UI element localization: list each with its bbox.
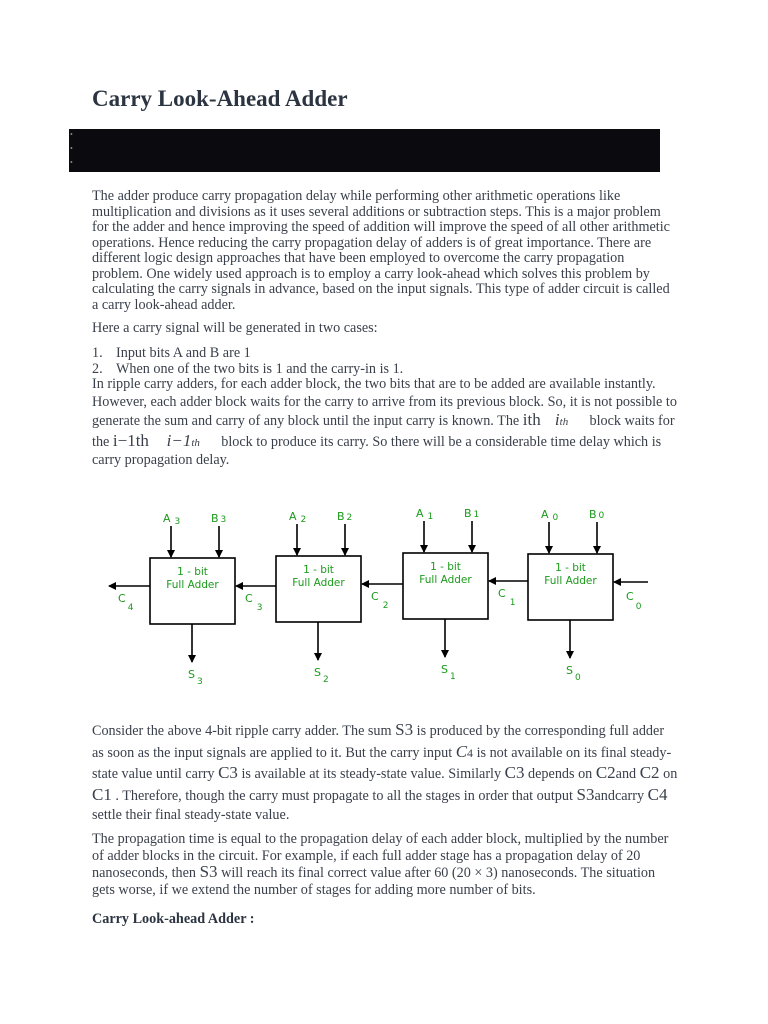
math-sub: 4 [467,745,474,760]
list-item [92,346,682,362]
ripple-paragraph [92,376,678,470]
input-b-label: B 0 [589,508,605,521]
block-label-line2: Full Adder [292,577,345,589]
ripple-carry-adder-diagram [100,500,660,690]
text-run: In ripple carry adders, for each adder block, the two bits that are to be added are available instantly. However, each adder block waits for the carry to arrive from its previous block. So, it is not possible to generate the sum and carry of any block until the input carry is known. The [92,376,677,429]
list-number: 1. [92,345,103,361]
math-c2: C2 [639,763,660,782]
banner-bullet: • [70,130,73,139]
banner-bullet: • [70,144,73,153]
block-label-line2: Full Adder [419,574,472,586]
block-label-line2: Full Adder [166,579,219,591]
math-c: C [455,741,468,761]
text-run: Consider the above 4-bit ripple carry adder. The sum [92,723,396,739]
sum-label: $S_2$ [314,666,329,685]
banner-bullet: • [70,158,73,167]
sum-label: $S_3$ [188,668,203,687]
block-label-line2: Full Adder [544,575,597,587]
text-run: and [615,766,640,782]
intro-paragraph [92,189,678,313]
math-italic: i−1 [166,430,192,450]
sum-label: $S_0$ [566,664,581,683]
cases-intro-text: Here a carry signal will be generated in two cases: [92,320,378,336]
text-run: The propagation time is equal to the propagation delay of each adder block, multiplied by the number of adder blocks in the circuit. For example, if each full adder stage has a propagation delay of 20 nanoseconds, then [92,831,669,881]
subheading: Carry Look-ahead Adder : [92,911,255,927]
carry-label: $C_3$ [245,592,263,613]
input-b-label: B 3 [211,512,227,525]
math-s3: S3 [395,720,414,739]
text-run: depends on [528,766,596,782]
page-title: Carry Look-Ahead Adder [92,86,348,111]
input-a-label: A 2 [289,510,307,525]
text-run: settle their final steady-state value. [92,807,290,823]
text-run: is not available on its final steady-state value until carry [92,744,672,782]
input-a-label: A 1 [416,507,434,522]
math-sub: th [191,436,200,449]
sum-label: $S_1$ [441,663,456,682]
math-s3: S3 [576,784,595,804]
math-c2: C2 [595,763,616,782]
carry-label: $C_2$ [371,590,389,611]
text-run: will reach its final correct value after 60 (20 × 3) nanoseconds. The situation gets worse, if we extend the number of stages for adding more number of bits. [92,865,656,898]
block-label-line1: 1 - bit [555,562,586,574]
math-c3: C3 [504,763,525,782]
text-run: block waits for the [92,413,675,450]
math-c1: C1 [92,784,112,804]
text-run: block to produce its carry. So there will be a considerable time delay which is carry propagation delay. [92,433,662,468]
cases-intro [92,321,678,337]
text-run: andcarry [594,787,648,804]
math-italic: i [554,410,560,429]
math-ith: ith [522,410,541,429]
math-s3: S3 [199,862,218,881]
block-label-line1: 1 - bit [177,566,208,578]
carry-out-label: $C_4$ [118,592,134,613]
consider-paragraph [92,720,678,826]
list-text: When one of the two bits is 1 and the carry-in is 1. [116,360,404,377]
block-label-line1: 1 - bit [303,564,334,576]
input-b-label: B 1 [464,507,480,520]
text-run: is produced by the corresponding full adder as soon as the input signals are applied to it. But the carry input [92,723,665,761]
text-run: on [663,766,678,782]
math-c4: C4 [647,784,668,804]
carry-in-label: $C_0$ [626,590,642,612]
dark-banner [69,129,660,172]
block-label-line1: 1 - bit [430,561,461,573]
input-a-label: A 3 [163,512,181,527]
list-item [92,362,682,378]
input-a-label: A 0 [541,508,559,523]
propagation-paragraph [92,831,678,898]
carry-label: $C_1$ [498,587,516,608]
math-sub: th [559,416,569,428]
cases-list [92,346,682,377]
list-number: 2. [92,360,103,377]
math-i-minus-1th: i−1th [112,430,149,450]
input-b-label: B 2 [337,510,353,523]
list-text: Input bits A and B are 1 [116,345,251,361]
math-c3: C3 [218,763,238,782]
text-run: . Therefore, though the carry must propagate to all the stages in order that output [115,787,577,804]
intro-text: The adder produce carry propagation delay while performing other arithmetic operations like multiplication and divisions as it uses several additions or subtraction steps. This is a major problem for the adder and hence improving the speed of addition will improve the speed of all other arithmetic operations. Hence reducing the carry propagation delay of adders is of great importance. There are different logic design approaches that have been employed to overcome the carry propagation problem. One widely used approach is to employ a carry look-ahead which solves this problem by calculating the carry signals in advance, based on the input signals. This type of adder circuit is called a carry look-ahead adder. [92,188,670,313]
text-run: is available at its steady-state value. Similarly [241,766,505,782]
